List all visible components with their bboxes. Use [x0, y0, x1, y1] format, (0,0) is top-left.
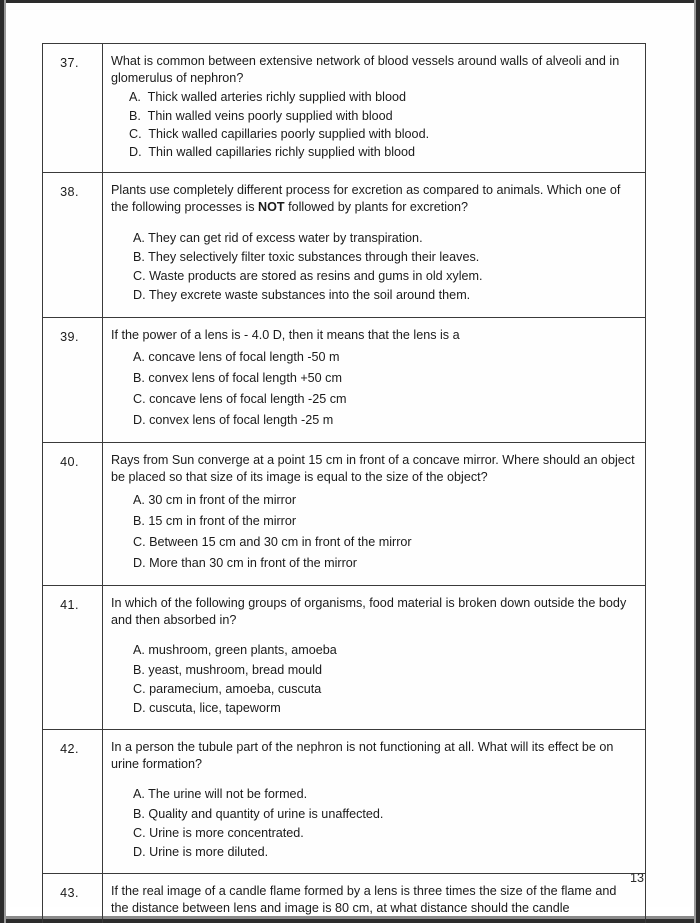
question-body	[103, 173, 646, 317]
question-text: Rays from Sun converge at a point 15 cm in front of a concave mirror. Where should an object be placed so that size of its image is equal to the size of the object?	[111, 453, 635, 485]
option-b[interactable]: B. Thin walled veins poorly supplied with blood	[129, 108, 393, 123]
option-b[interactable]: B. They selectively filter toxic substances through their leaves.	[133, 250, 480, 265]
question-number: 42.	[43, 729, 103, 873]
question-body	[103, 317, 646, 443]
option-b[interactable]: B. yeast, mushroom, bread mould	[133, 662, 322, 677]
option-a[interactable]: A. concave lens of focal length -50 m	[133, 350, 340, 365]
scan-frame-top	[0, 0, 700, 3]
question-body	[103, 585, 646, 729]
option-a[interactable]: A. mushroom, green plants, amoeba	[133, 643, 337, 658]
option-b[interactable]: B. Quality and quantity of urine is unaffected.	[133, 806, 384, 821]
question-body	[103, 729, 646, 873]
option-list	[111, 490, 637, 574]
page-number: 13	[629, 871, 644, 885]
question-number: 37.	[43, 44, 103, 173]
question-text	[111, 182, 637, 215]
option-d[interactable]: D. More than 30 cm in front of the mirror	[133, 555, 357, 570]
option-list	[111, 785, 637, 862]
table-row	[43, 874, 646, 923]
option-c[interactable]: C. Between 15 cm and 30 cm in front of the mirror	[133, 534, 412, 549]
question-text-emphasis: NOT	[258, 200, 285, 215]
option-list	[111, 347, 637, 431]
question-body	[103, 874, 646, 923]
option-c[interactable]: C. Waste products are stored as resins and gums in old xylem.	[133, 269, 483, 284]
question-number: 40.	[43, 443, 103, 586]
option-b[interactable]: B. convex lens of focal length +50 cm	[133, 371, 342, 386]
table-row	[43, 443, 646, 586]
table-row	[43, 585, 646, 729]
question-body	[103, 443, 646, 586]
option-d[interactable]: D. Thin walled capillaries richly supplied with blood	[129, 145, 416, 160]
question-number: 41.	[43, 585, 103, 729]
option-d[interactable]: D. cuscuta, lice, tapeworm	[133, 700, 281, 715]
question-body	[103, 44, 646, 173]
option-c[interactable]: C. paramecium, amoeba, cuscuta	[133, 681, 322, 696]
option-d[interactable]: D. Urine is more diluted.	[133, 844, 269, 859]
option-list	[111, 641, 637, 718]
table-row	[43, 44, 646, 173]
option-c[interactable]: C. concave lens of focal length -25 cm	[133, 392, 347, 407]
question-number: 43.	[43, 874, 103, 923]
option-d[interactable]: D. convex lens of focal length -25 m	[133, 413, 334, 428]
table-row	[43, 729, 646, 873]
scan-frame-right	[694, 0, 700, 923]
option-d[interactable]: D. They excrete waste substances into the soil around them.	[133, 288, 471, 303]
question-number: 39.	[43, 317, 103, 443]
question-number: 38.	[43, 173, 103, 317]
option-a[interactable]: A. They can get rid of excess water by transpiration.	[133, 230, 423, 245]
question-text: What is common between extensive network of blood vessels around walls of alveoli and in glomerulus of nephron?	[111, 54, 620, 85]
question-text: If the real image of a candle flame formed by a lens is three times the size of the flame and the distance between lens and image is 80 cm, at what distance should the candle	[111, 884, 617, 915]
option-list	[111, 229, 637, 306]
question-text: If the power of a lens is - 4.0 D, then it means that the lens is a	[111, 327, 460, 342]
questions-table	[42, 43, 646, 923]
question-text: In which of the following groups of organisms, food material is broken down outside the body and then absorbed in?	[111, 595, 627, 627]
table-row	[43, 173, 646, 317]
table-row	[43, 317, 646, 443]
option-c[interactable]: C. Urine is more concentrated.	[133, 825, 304, 840]
option-a[interactable]: A. Thick walled arteries richly supplied with blood	[129, 90, 406, 105]
question-text-before: Plants use completely different process for excretion as compared to animals. Which one of the following processes is	[111, 183, 621, 215]
option-list	[111, 88, 637, 161]
page-content-area	[10, 9, 690, 915]
option-b[interactable]: B. 15 cm in front of the mirror	[133, 513, 297, 528]
scan-frame-left	[0, 0, 6, 923]
option-a[interactable]: A. 30 cm in front of the mirror	[133, 492, 297, 507]
option-c[interactable]: C. Thick walled capillaries poorly supplied with blood.	[129, 126, 430, 141]
option-a[interactable]: A. The urine will not be formed.	[133, 787, 308, 802]
question-text-after: followed by plants for excretion?	[284, 200, 469, 215]
question-text: In a person the tubule part of the nephron is not functioning at all. What will its effect be on urine formation?	[111, 739, 614, 771]
